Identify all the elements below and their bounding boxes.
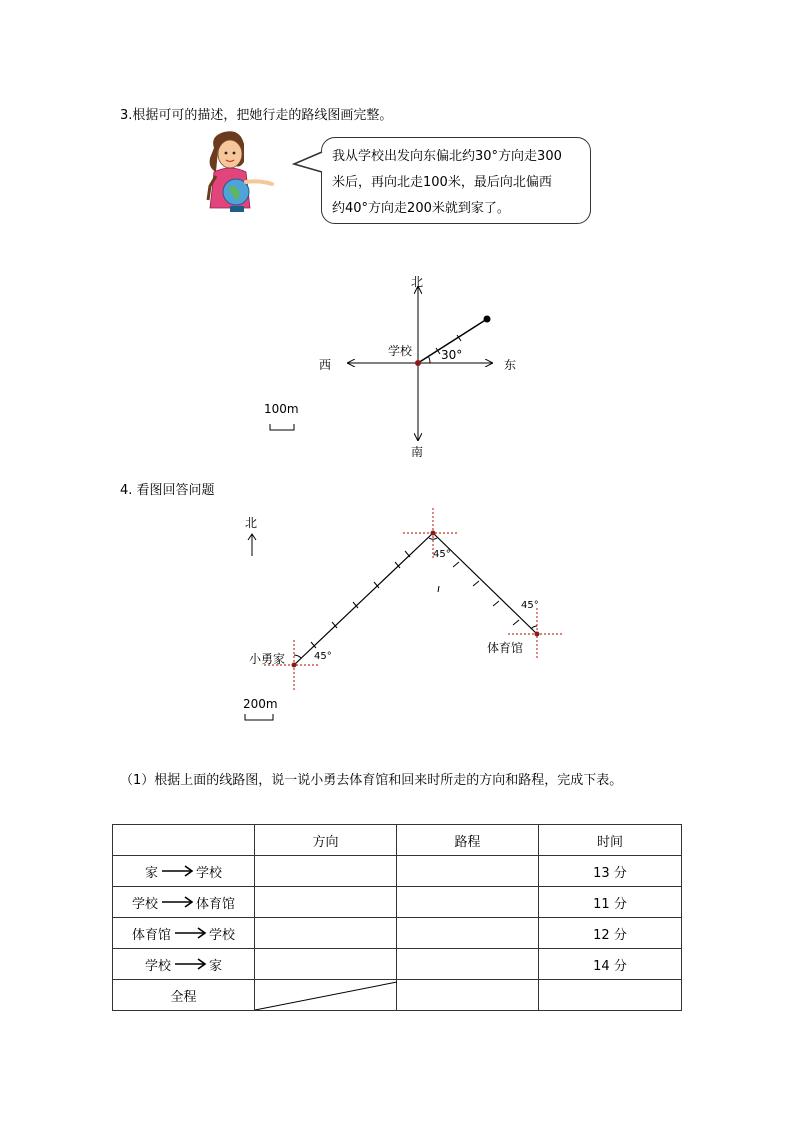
direction-cell[interactable]	[255, 887, 397, 918]
home-point	[292, 663, 297, 668]
gym-point	[535, 632, 540, 637]
bubble-line-2: 米后，再向北走100米，最后向北偏西	[332, 175, 552, 190]
header-distance: 路程	[397, 825, 539, 856]
route-from: 学校	[131, 896, 158, 912]
origin-point	[415, 360, 421, 366]
compass-west: 西	[319, 358, 332, 372]
direction-cell[interactable]	[255, 949, 397, 980]
time-cell: 12 分	[539, 918, 682, 949]
guide-lines	[264, 508, 562, 690]
route-to: 学校	[196, 865, 223, 881]
total-direction-cell	[255, 980, 397, 1011]
compass-south: 南	[411, 445, 424, 459]
distance-cell[interactable]	[397, 856, 539, 887]
table-header-row	[113, 825, 682, 856]
angle-arc	[428, 356, 430, 363]
angle-top-label: 45°	[433, 549, 451, 560]
time-cell: 11 分	[539, 887, 682, 918]
table-row	[113, 949, 682, 980]
table-row	[113, 918, 682, 949]
route-cell	[113, 918, 255, 949]
question-3-title: 3.根据可可的描述，把她行走的路线图画完整。	[120, 108, 393, 123]
home-label: 小勇家	[249, 652, 286, 666]
table-row	[113, 856, 682, 887]
compass-diagram	[330, 270, 530, 450]
right-arrow-icon	[160, 865, 194, 877]
header-time: 时间	[539, 825, 682, 856]
origin-label: 学校	[388, 344, 413, 358]
scale-label: 100m	[264, 402, 299, 416]
route-home-school	[294, 533, 433, 665]
distance-cell[interactable]	[397, 887, 539, 918]
school-point	[431, 531, 436, 536]
route-to: 家	[209, 958, 223, 974]
diagonal-slash	[255, 980, 397, 1011]
bubble-line-3: 约40°方向走200米就到家了。	[332, 201, 510, 216]
route-cell	[113, 887, 255, 918]
route-endpoint	[484, 316, 491, 323]
right-arrow-icon	[160, 896, 194, 908]
speech-bubble	[321, 137, 591, 224]
distance-cell[interactable]	[397, 949, 539, 980]
route-from: 家	[144, 865, 158, 881]
question-4-title: 4. 看图回答问题	[120, 483, 215, 498]
bubble-line-1: 我从学校出发向东偏北约30°方向走300	[332, 149, 562, 164]
angle-gym-label: 45°	[521, 600, 539, 611]
total-time-cell[interactable]	[539, 980, 682, 1011]
header-blank	[113, 825, 255, 856]
gym-label: 体育馆	[487, 641, 524, 655]
subquestion-1: （1）根据上面的线路图，说一说小勇去体育馆和回来时所走的方向和路程，完成下表。	[120, 773, 623, 788]
table-row-total	[113, 980, 682, 1011]
time-cell: 13 分	[539, 856, 682, 887]
time-cell: 14 分	[539, 949, 682, 980]
header-direction: 方向	[255, 825, 397, 856]
route-to: 体育馆	[196, 896, 236, 912]
total-distance-cell[interactable]	[397, 980, 539, 1011]
compass-north: 北	[411, 275, 424, 289]
compass-east: 东	[504, 358, 517, 372]
north-label: 北	[245, 516, 258, 530]
route-to: 学校	[209, 927, 236, 943]
total-label: 全程	[113, 980, 255, 1011]
right-arrow-icon	[173, 958, 207, 970]
direction-cell[interactable]	[255, 856, 397, 887]
route-from: 体育馆	[131, 927, 171, 943]
girl-illustration	[200, 128, 280, 216]
bubble-tail	[292, 150, 324, 174]
right-arrow-icon	[173, 927, 207, 939]
angle-home-label: 45°	[314, 651, 332, 662]
scale-bar-4	[243, 712, 275, 722]
distance-cell[interactable]	[397, 918, 539, 949]
table-row	[113, 887, 682, 918]
route-cell	[113, 856, 255, 887]
route-cell	[113, 949, 255, 980]
angle-label: 30°	[441, 348, 463, 362]
direction-cell[interactable]	[255, 918, 397, 949]
scale-label-4: 200m	[243, 697, 278, 711]
route-from: 学校	[144, 958, 171, 974]
route-table	[112, 824, 682, 1011]
scale-bar	[268, 422, 296, 432]
